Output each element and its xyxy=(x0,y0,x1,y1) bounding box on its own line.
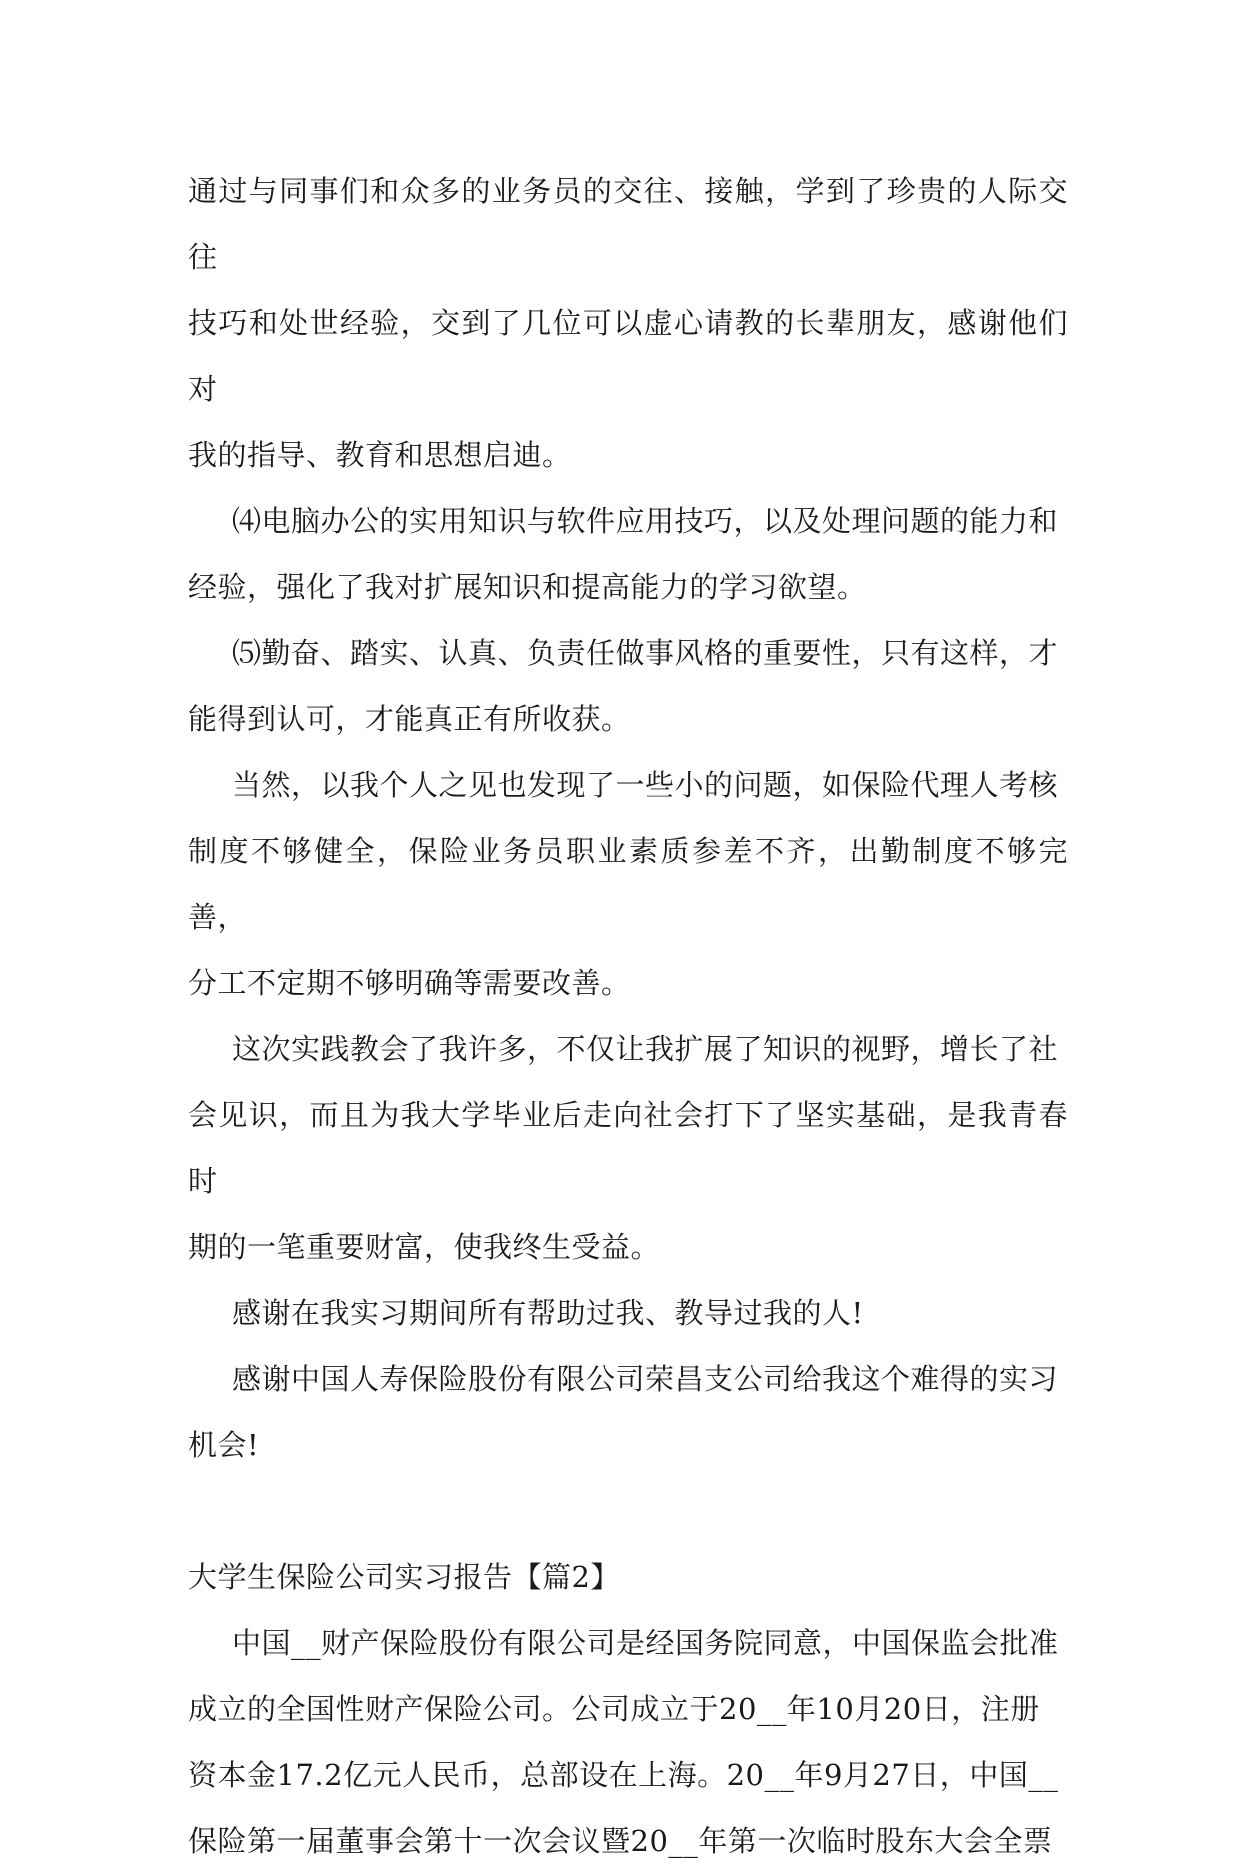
text-line: 感谢中国人寿保险股份有限公司荣昌支公司给我这个难得的实习 xyxy=(232,1362,1059,1396)
text-line: 通过与同事们和众多的业务员的交往、接触，学到了珍贵的人际交往 xyxy=(188,174,1068,274)
document-body xyxy=(188,158,1068,1874)
text-line: ⑷电脑办公的实用知识与软件应用技巧，以及处理问题的能力和 xyxy=(232,504,1059,538)
text-line: 成立的全国性财产保险公司。公司成立于20__年10月20日，注册 xyxy=(188,1692,1040,1726)
paragraph-spacer xyxy=(188,1478,1068,1544)
text-line: ⑸勤奋、踏实、认真、负责任做事风格的重要性，只有这样，才 xyxy=(232,636,1059,670)
text-line: 能得到认可，才能真正有所收获。 xyxy=(188,702,631,736)
paragraph-item-5 xyxy=(188,620,1068,752)
text-line: 保险第一届董事会第十一次会议暨20__年第一次临时股东大会全票 xyxy=(188,1824,1053,1858)
paragraph-practice xyxy=(188,1016,1068,1280)
paragraph-item-4 xyxy=(188,488,1068,620)
text-line: 期的一笔重要财富，使我终生受益。 xyxy=(188,1230,661,1264)
text-line: 资本金17.2亿元人民币，总部设在上海。20__年9月27日，中国__ xyxy=(188,1758,1059,1792)
text-line: 制度不够健全，保险业务员职业素质参差不齐，出勤制度不够完善， xyxy=(188,834,1068,934)
text-line: 这次实践教会了我许多，不仅让我扩展了知识的视野，增长了社 xyxy=(232,1032,1059,1066)
text-line: 我的指导、教育和思想启迪。 xyxy=(188,438,572,472)
paragraph-colleagues xyxy=(188,158,1068,488)
text-line: 会见识，而且为我大学毕业后走向社会打下了坚实基础，是我青春时 xyxy=(188,1098,1068,1198)
text-line: 经验，强化了我对扩展知识和提高能力的学习欲望。 xyxy=(188,570,867,604)
paragraph-company-intro xyxy=(188,1610,1068,1874)
text-line: 机会! xyxy=(188,1428,260,1462)
section-heading: 大学生保险公司实习报告【篇2】 xyxy=(188,1560,620,1594)
text-line: 当然，以我个人之见也发现了一些小的问题，如保险代理人考核 xyxy=(232,768,1059,802)
text-line: 技巧和处世经验，交到了几位可以虚心请教的长辈朋友，感谢他们对 xyxy=(188,306,1068,406)
paragraph-thanks-company xyxy=(188,1346,1068,1478)
paragraph-thanks-people xyxy=(188,1280,1068,1346)
paragraph-problems xyxy=(188,752,1068,1016)
text-line: 感谢在我实习期间所有帮助过我、教导过我的人! xyxy=(232,1296,864,1330)
text-line: 分工不定期不够明确等需要改善。 xyxy=(188,966,631,1000)
text-line: 中国__财产保险股份有限公司是经国务院同意，中国保监会批准 xyxy=(232,1626,1059,1660)
